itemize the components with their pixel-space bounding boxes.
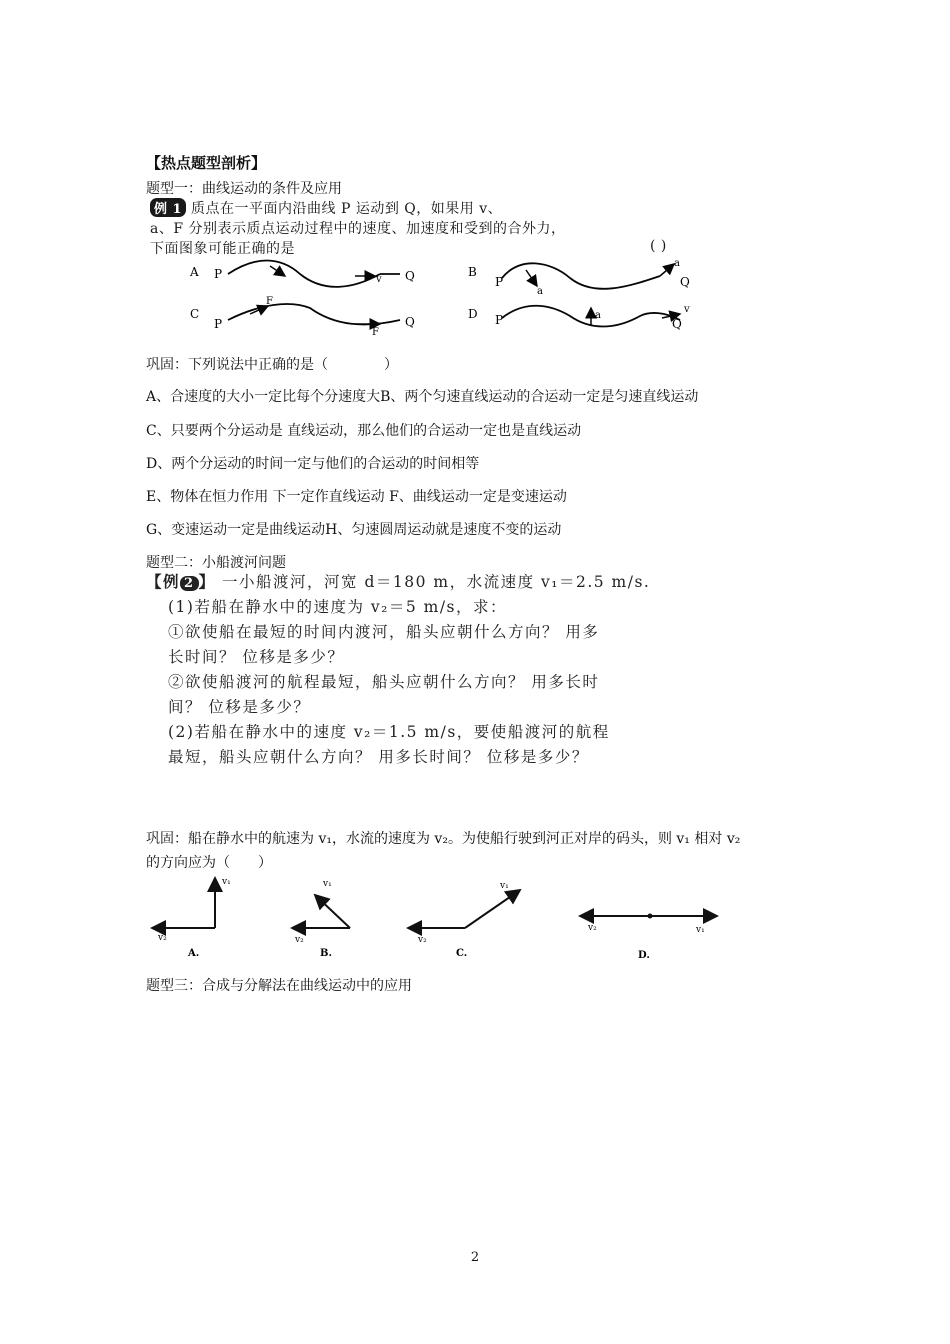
example2-line1: 一小船渡河，河宽 d＝180 m，水流速度 v₁＝2.5 m/s. — [222, 573, 651, 591]
vector-figure-c — [408, 881, 520, 959]
vector-c-v2-label: v₂ — [418, 935, 427, 945]
figure-a-label: A — [190, 265, 199, 279]
vector-a-v1-label: v₁ — [222, 877, 231, 887]
figure-c — [190, 296, 415, 338]
example1-paren: ( ) — [650, 238, 667, 254]
consolidate2-line2: 的方向应为（ ） — [146, 855, 272, 871]
section2-title: 题型二：小船渡河问题 — [146, 555, 286, 571]
example2-line2: (1)若船在静水中的速度为 v₂＝5 m/s，求： — [168, 598, 508, 616]
figure-a-curve — [228, 261, 380, 287]
vector-figure-a — [152, 877, 231, 959]
example1-line1: 质点在一平面内沿曲线 P 运动到 Q，如果用 v、 — [191, 201, 503, 217]
vector-c-option: C. — [456, 948, 468, 959]
vector-options-figure — [140, 870, 740, 970]
figure-a — [189, 261, 415, 287]
vector-c-v1-label: v₁ — [500, 881, 509, 891]
section-heading: 【热点题型剖析】 — [146, 154, 267, 172]
example2-line7: (2)若船在静水中的速度 v₂＝1.5 m/s，要使船渡河的航程 — [168, 723, 610, 741]
figure-a-arrow — [270, 266, 285, 276]
vector-b-v1-label: v₁ — [323, 879, 332, 889]
consolidate1-line-d: D、两个分运动的时间一定与他们的合运动的时间相等 — [146, 456, 480, 472]
example2-block — [146, 570, 806, 770]
example2-badge-num: 2 — [180, 576, 199, 591]
example1-line1-wrap — [150, 198, 502, 218]
example2-line8: 最短，船头应朝什么方向？ 用多长时间？ 位移是多少？ — [168, 748, 589, 766]
consolidate1-stem: 巩固：下列说法中正确的是（ ） — [146, 357, 398, 373]
example2-badge-post: 】 — [198, 572, 216, 591]
figure-c-start: P — [214, 317, 223, 331]
figure-d-label: D — [468, 307, 478, 321]
example1-block — [150, 198, 730, 338]
figure-b-vector: a — [537, 286, 543, 297]
figure-b-curve — [502, 263, 660, 289]
vector-a-v2-label: v₂ — [158, 933, 167, 943]
vector-b-option: B. — [320, 948, 332, 959]
figure-a-end: Q — [405, 269, 415, 283]
example2-badge-pre: 【例 — [146, 572, 181, 591]
figure-d-end: Q — [672, 317, 682, 331]
figure-c-end: Q — [405, 315, 415, 329]
figure-a-start: P — [214, 267, 223, 281]
figure-d-start: P — [495, 313, 504, 327]
figure-b — [468, 258, 690, 297]
figure-b-end: Q — [680, 275, 690, 289]
example2-line1-wrap — [146, 570, 650, 592]
section1-title: 题型一：曲线运动的条件及应用 — [146, 181, 342, 197]
figure-b-start: P — [495, 275, 504, 289]
figure-d-vector2: v — [684, 304, 690, 315]
consolidate2-line1: 巩固：船在静水中的航速为 v₁，水流的速度为 v₂。为使船行驶到河正对岸的码头，则 v₁ 相对 v₂ — [146, 831, 741, 847]
consolidate1-line-gh: G、变速运动一定是曲线运动H、匀速圆周运动就是速度不变的运动 — [146, 522, 562, 538]
example1-curves-figure — [150, 256, 730, 338]
consolidate1-line-ab: A、合速度的大小一定比每个分速度大B、两个匀速直线运动的合运动一定是匀速直线运动 — [146, 389, 699, 405]
figure-c-vector2: F — [372, 327, 379, 338]
page-number: 2 — [470, 1250, 480, 1265]
example1-line3: 下面图象可能正确的是 — [150, 241, 295, 257]
figure-a-vector: v — [376, 274, 382, 285]
example1-line2: a、F 分别表示质点运动过程中的速度、加速度和受到的合外力， — [150, 221, 566, 237]
section3-title: 题型三：合成与分解法在曲线运动中的应用 — [146, 978, 412, 994]
consolidate1-line-ef: E、物体在恒力作用 下一定作直线运动 F、曲线运动一定是变速运动 — [146, 489, 567, 505]
figure-c-label: C — [190, 307, 200, 321]
example2-line4: 长时间？ 位移是多少？ — [168, 648, 345, 666]
figure-b-vector2: a — [674, 258, 680, 269]
example1-badge: 例 1 — [150, 198, 186, 217]
example2-line3: ①欲使船在最短的时间内渡河，船头应朝什么方向？ 用多 — [168, 623, 600, 641]
figure-c-curve — [228, 304, 400, 324]
figure-b-label: B — [468, 265, 477, 279]
vector-b-v1 — [315, 895, 350, 928]
example2-line6: 间？ 位移是多少？ — [168, 698, 311, 716]
figure-c-vector: F — [266, 296, 273, 307]
vector-a-option: A. — [188, 948, 200, 959]
vector-figure-d — [580, 914, 717, 962]
vector-d-v1-label: v₁ — [696, 925, 705, 935]
figure-d — [468, 304, 690, 331]
figure-d-vector: a — [595, 310, 601, 321]
vector-d-option: D. — [638, 950, 650, 961]
figure-b-arrow2 — [660, 264, 674, 276]
consolidate1-line-c: C、只要两个分运动是 直线运动，那么他们的合运动一定也是直线运动 — [146, 423, 582, 439]
figure-b-arrow — [526, 270, 537, 286]
example2-line5: ②欲使船渡河的航程最短，船头应朝什么方向？ 用多长时 — [168, 673, 600, 691]
vector-figure-b — [292, 879, 350, 959]
vector-c-v1 — [465, 890, 520, 928]
vector-d-v2-label: v₂ — [588, 923, 597, 933]
vector-b-v2-label: v₂ — [295, 935, 304, 945]
